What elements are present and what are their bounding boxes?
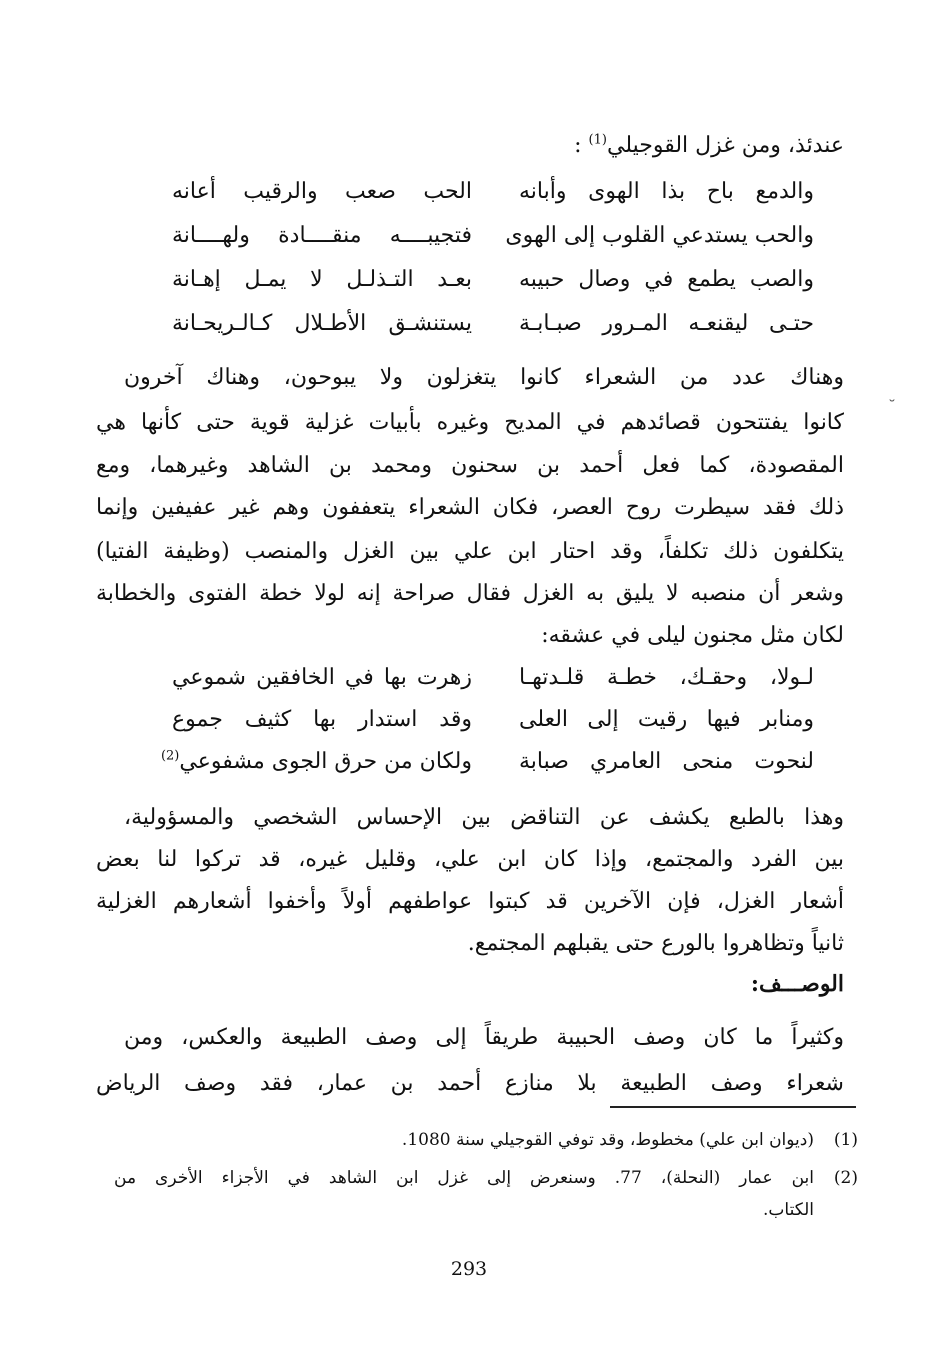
footnote-number: (1) (833, 1130, 858, 1150)
footnote-ref-2: (2) (160, 748, 180, 764)
verse-row (96, 658, 844, 698)
verse-row (96, 216, 844, 256)
verse-row (96, 172, 844, 212)
page-number: 293 (450, 1258, 488, 1280)
paragraph-line: وهناك عدد من الشعراء كانوا يتغزلون ولا يبوحون، وهناك آخرون (124, 365, 844, 390)
footnote-ref-1: (1) (588, 132, 607, 148)
verse-second-hemistich: بعـد التـذلـل لا يمـل إهـانة (172, 267, 472, 292)
margin-mark: ˘ (888, 397, 896, 416)
footnote-separator (610, 1106, 856, 1108)
verse-first-hemistich: لنحوت منحى العامري صبابة (519, 749, 814, 774)
verse-row (96, 304, 844, 344)
paragraph-line: بين الفرد والمجتمع، وإذا كان ابن علي، وقليل غيره، قد تركوا لنا بعض (96, 847, 844, 872)
paragraph-line: شعراء وصف الطبيعة بلا منازع أحمد بن عمار، فقد وصف الرياض (96, 1071, 844, 1096)
paragraph-line: المقصودة، كما فعل أحمد بن سحنون ومحمد بن الشاهد وغيرهما، ومع (96, 453, 844, 478)
footnote-text: الكتاب. (762, 1200, 814, 1220)
intro-text: عندئذ، ومن غزل القوجيلي (606, 133, 844, 158)
verse-second-hemistich (160, 742, 472, 782)
paragraph-line: كانوا يفتتحون قصائدهم في المديح وغيره بأبيات غزلية قوية حتى كأنها هي (96, 410, 844, 435)
footnote-text: (ديوان ابن علي) مخطوط، وقد توفي القوجيلي سنة 1080. (401, 1130, 814, 1150)
verse-second-hemistich: يستنشـق الأطـلال كـالـريحـانة (172, 311, 472, 336)
paragraph-line: لكان مثل مجنون ليلى في عشقه: (541, 623, 844, 648)
verse-first-hemistich: والحب يستدعي القلوب إلى الهوى (505, 223, 814, 248)
intro-colon: : (574, 133, 582, 158)
footnote-text: ابن عمار (النحلة)، 77. وسنعرض إلى غزل ابن الشاهد في الأجزاء الأخرى من (114, 1168, 814, 1188)
verse-second-hemistich: فتجيبــــه منقــــادة ولهــــانة (172, 223, 472, 248)
verse-first-hemistich: حتـى ليقنعـه المـرور صبـابـة (519, 311, 814, 336)
verse-row (96, 742, 844, 782)
paragraph-line: وكثيراً ما كان وصف الحبيبة طريقاً إلى وصف الطبيعة والعكس، ومن (124, 1025, 844, 1050)
verse-text: ولكان من حرق الجوى مشفوعي (179, 749, 472, 774)
verse-first-hemistich: والصب يطمع في وصال حبيبه (519, 267, 814, 292)
verse-first-hemistich: لـولا، وحقـك، خطـة قلـدتهـا (519, 665, 814, 690)
section-heading: الوصـــف: (750, 971, 844, 997)
paragraph-line: وهذا بالطبع يكشف عن التناقض بين الإحساس الشخصي والمسؤولية، (124, 805, 844, 830)
verse-first-hemistich: والدمع باح بذا الهوى وأبانه (519, 179, 814, 204)
verse-row (96, 260, 844, 300)
paragraph-line: يتكلفون ذلك تكلفاً، وقد احتار ابن علي بين الغزل والمنصب (وظيفة الفتيا) (96, 539, 844, 564)
paragraph-line: ذلك فقد سيطرت روح العصر، فكان الشعراء يتعففون وهم غير عفيفين وإنما (96, 495, 844, 520)
verse-second-hemistich: الحب صعب والرقيب أعانه (172, 179, 472, 204)
paragraph-line: وشعر أن منصبه لا يليق به الغزل فقال صراحة إنه لولا خطة الفتوى والخطابة (96, 581, 844, 606)
verse-first-hemistich: ومنابر فيها رقيت إلى العلى (519, 707, 814, 732)
paragraph-line: أشعار الغزل، فإن الآخرين قد كبتوا عواطفهم أولاً وأخفوا أشعارهم الغزلية (96, 889, 844, 914)
paragraph-line: ثانياً وتظاهروا بالورع حتى يقبلهم المجتمع. (467, 931, 844, 956)
verse-row (96, 700, 844, 740)
footnote-number: (2) (833, 1168, 858, 1188)
verse-second-hemistich: وقد استدار بها كثيف جموع (172, 707, 472, 732)
intro-line (96, 128, 844, 164)
verse-second-hemistich: زهرت بها في الخافقين شموعي (172, 665, 472, 690)
